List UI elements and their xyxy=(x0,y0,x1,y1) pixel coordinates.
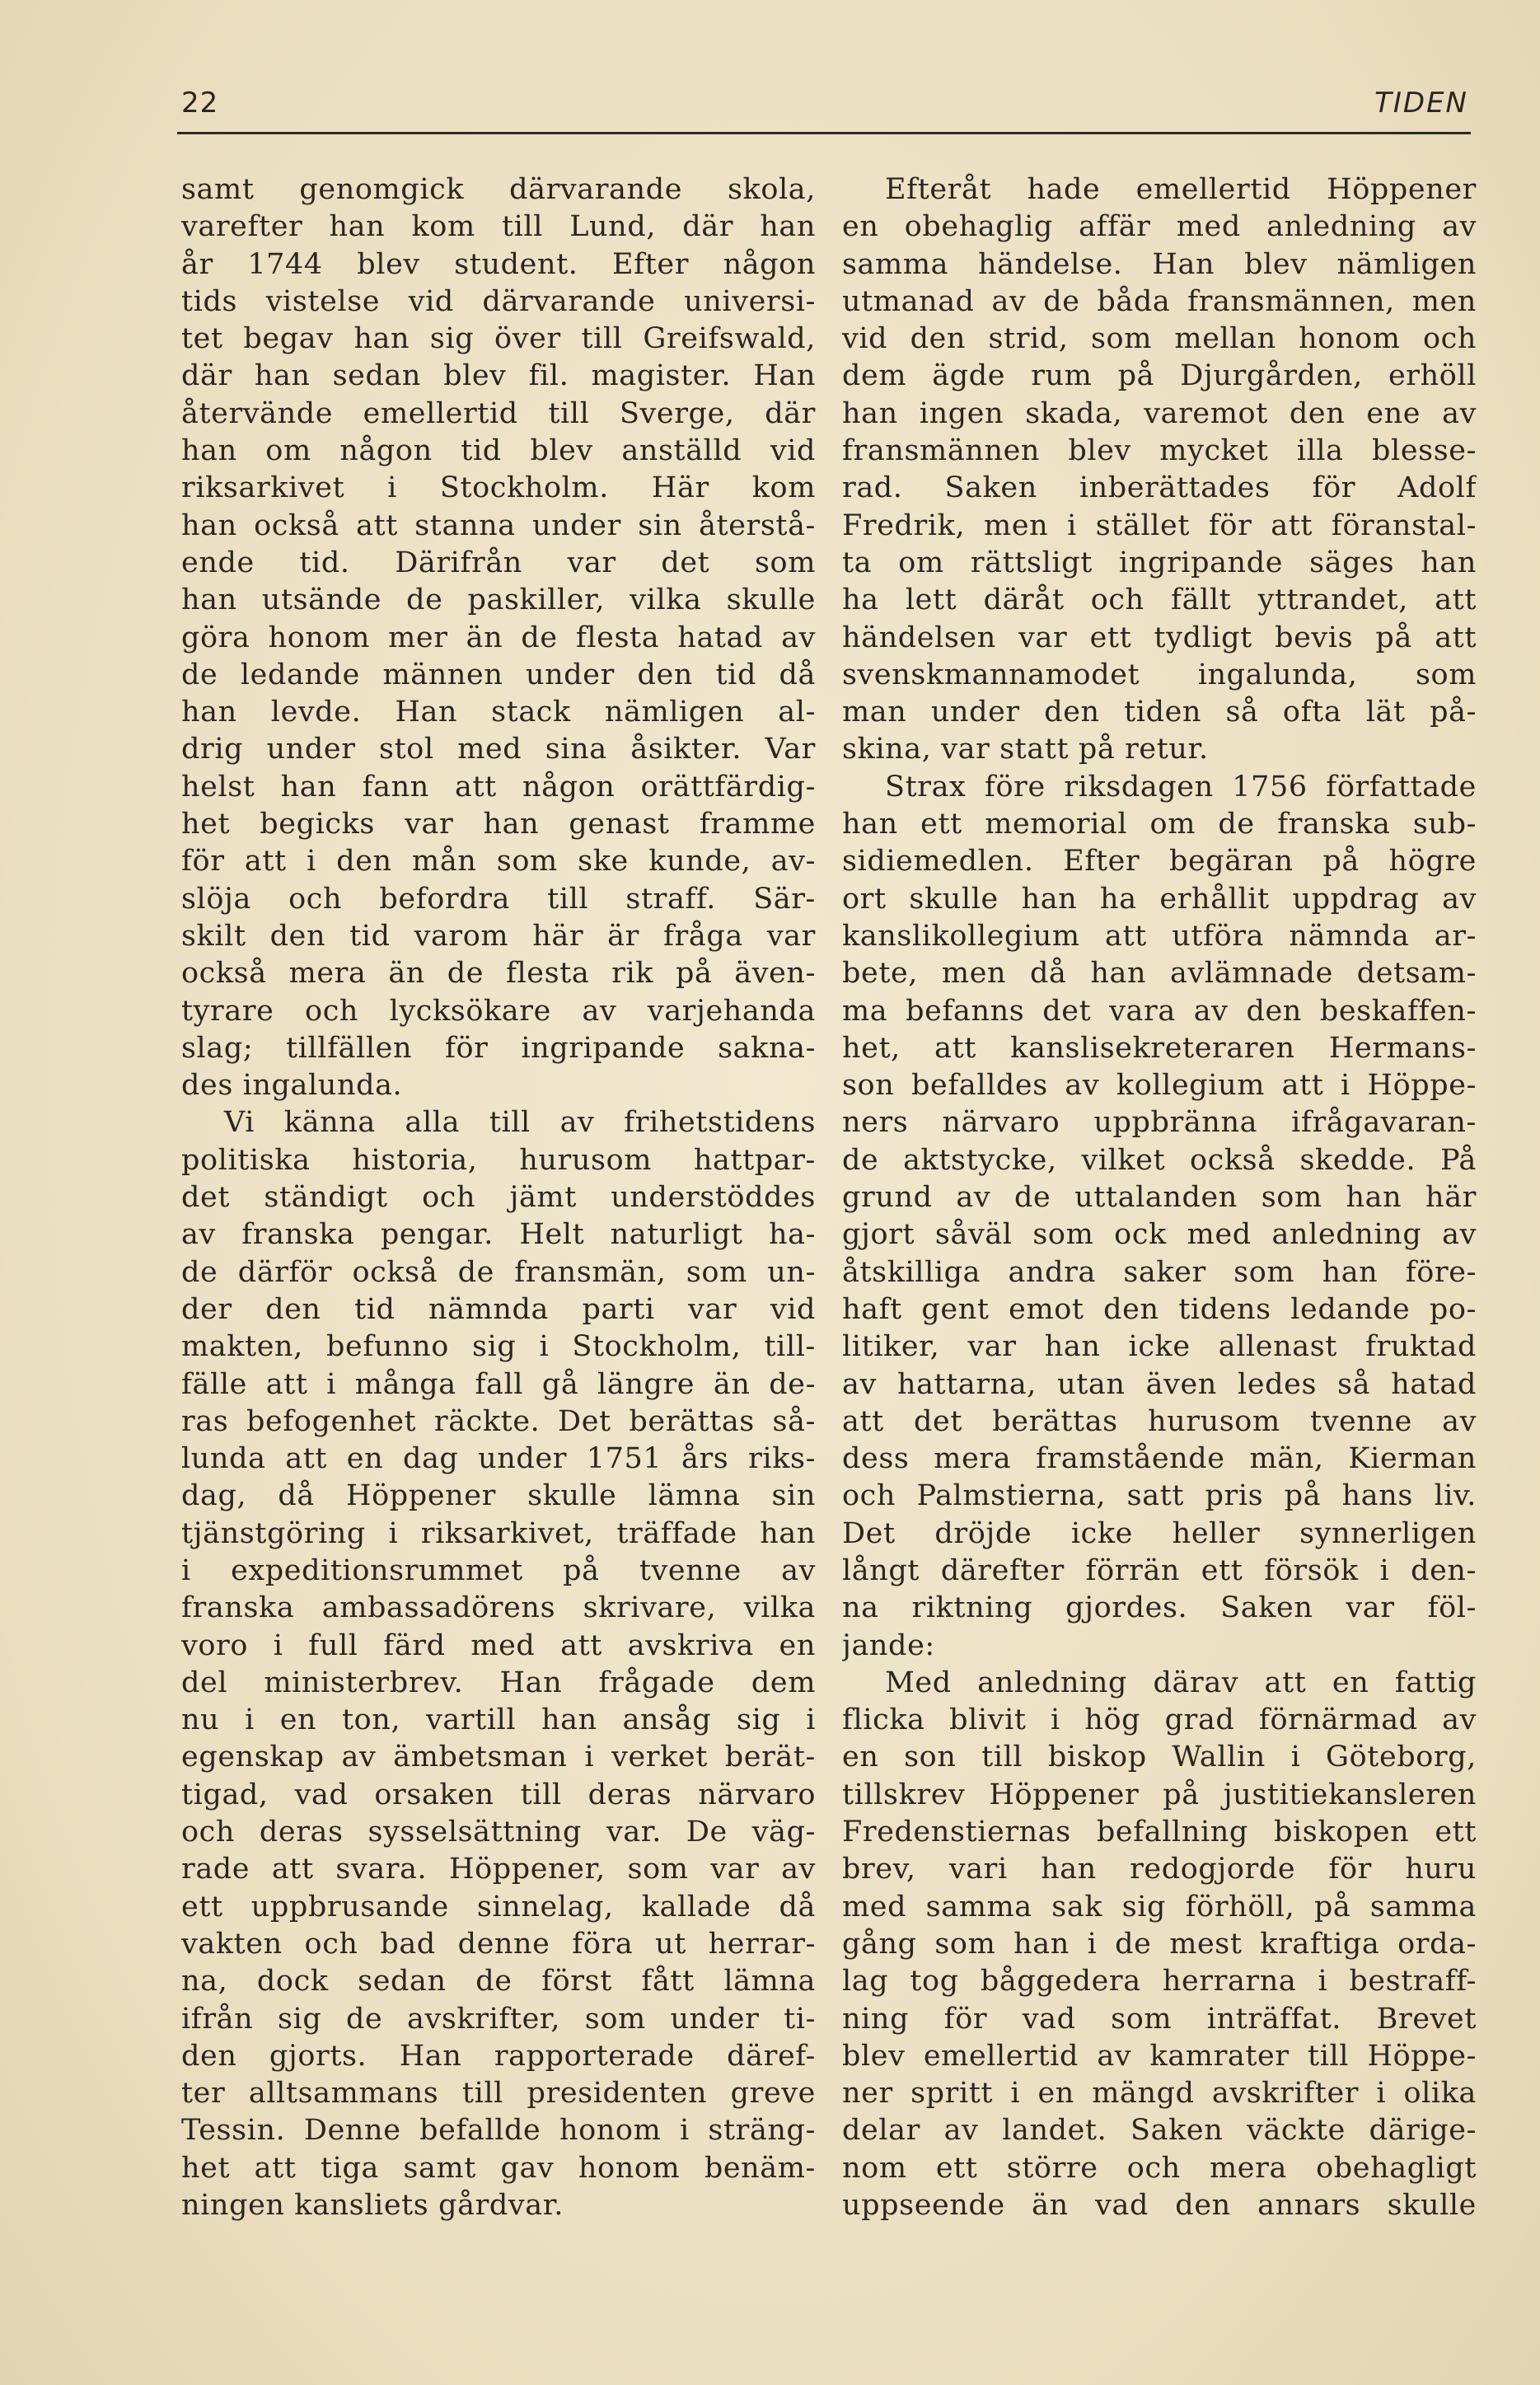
text-line: han utsände de paskiller, vilka skulle xyxy=(181,583,816,617)
text-line: del ministerbrev. Han frågade dem xyxy=(181,1666,816,1699)
text-line: blev emellertid av kamrater till Höppe- xyxy=(842,2039,1477,2073)
text-line: fälle att i många fall gå längre än de- xyxy=(181,1367,816,1401)
text-line: att det berättas hurusom tvenne av xyxy=(842,1404,1477,1438)
text-line: rad. Saken inberättades för Adolf xyxy=(842,471,1477,505)
text-line: des ingalunda. xyxy=(181,1069,403,1103)
text-line: na, dock sedan de först fått lämna xyxy=(181,1965,816,1998)
text-line: ner spritt i en mängd avskrifter i olika xyxy=(842,2077,1477,2111)
text-line: göra honom mer än de flesta hatad av xyxy=(181,621,816,654)
text-line: och deras sysselsättning var. De väg- xyxy=(181,1816,816,1849)
journal-title: TIDEN xyxy=(1374,87,1468,119)
text-line: han också att stanna under sin återstå- xyxy=(181,508,816,542)
text-line: dag, då Höppener skulle lämna sin xyxy=(181,1479,816,1513)
text-line: Det dröjde icke heller synnerligen xyxy=(842,1516,1477,1550)
text-line: återvände emellertid till Sverge, där xyxy=(181,396,816,430)
text-line: lunda att en dag under 1751 års riks- xyxy=(181,1442,816,1476)
text-line: år 1744 blev student. Efter någon xyxy=(181,247,816,281)
text-line: lag tog båggedera herrarna i bestraff- xyxy=(842,1965,1477,1998)
text-line: händelsen var ett tydligt bevis på att xyxy=(842,621,1477,654)
text-line: slag; tillfällen för ingripande sakna- xyxy=(181,1031,816,1065)
text-line: kanslikollegium att utföra nämnda ar- xyxy=(842,919,1477,953)
text-line: ning för vad som inträffat. Brevet xyxy=(842,2002,1477,2036)
text-line: vid den strid, som mellan honom och xyxy=(842,322,1477,356)
text-line: han om någon tid blev anställd vid xyxy=(181,434,816,468)
text-line: tet begav han sig över till Greifswald, xyxy=(181,322,816,356)
text-line: gjort såväl som ock med anledning av xyxy=(842,1218,1477,1252)
text-line: i expeditionsrummet på tvenne av xyxy=(181,1553,816,1587)
text-line: nu i en ton, vartill han ansåg sig i xyxy=(181,1703,816,1737)
text-line: de ledande männen under den tid då xyxy=(181,658,816,691)
text-line: der den tid nämnda parti var vid xyxy=(181,1292,816,1326)
text-line: varefter han kom till Lund, där han xyxy=(181,210,816,244)
text-line: samma händelse. Han blev nämligen xyxy=(842,247,1477,281)
text-line: ta om rättsligt ingripande säges han xyxy=(842,546,1477,579)
text-line: Med anledning därav att en fattig xyxy=(885,1666,1477,1699)
text-line: svenskmannamodet ingalunda, som xyxy=(842,658,1477,691)
text-line: fransmännen blev mycket illa blesse- xyxy=(842,434,1477,468)
text-line: den gjorts. Han rapporterade däref- xyxy=(181,2039,816,2073)
page-number: 22 xyxy=(181,87,219,119)
text-line: ifrån sig de avskrifter, som under ti- xyxy=(181,2002,816,2036)
text-line: tigad, vad orsaken till deras närvaro xyxy=(181,1778,816,1811)
header-rule xyxy=(177,132,1471,134)
text-line: riksarkivet i Stockholm. Här kom xyxy=(181,471,816,505)
text-line: gång som han i de mest kraftiga orda- xyxy=(842,1927,1477,1961)
text-line: där han sedan blev fil. magister. Han xyxy=(181,359,816,393)
text-line: makten, befunno sig i Stockholm, till- xyxy=(181,1330,816,1364)
text-line: tjänstgöring i riksarkivet, träffade han xyxy=(181,1516,816,1550)
left-text-column xyxy=(181,171,816,2224)
text-line: het, att kanslisekreteraren Hermans- xyxy=(842,1031,1477,1065)
text-line: ners närvaro uppbränna ifrågavaran- xyxy=(842,1106,1477,1140)
right-text-column xyxy=(842,171,1477,2224)
text-line: dess mera framstående män, Kierman xyxy=(842,1442,1477,1476)
text-line: Tessin. Denne befallde honom i sträng- xyxy=(181,2114,816,2148)
text-line: ras befogenhet räckte. Det berättas så- xyxy=(181,1404,816,1438)
text-line: ma befanns det vara av den beskaffen- xyxy=(842,994,1477,1028)
text-line: samt genomgick därvarande skola, xyxy=(181,173,816,206)
text-line: en obehaglig affär med anledning av xyxy=(842,210,1477,244)
text-line: dem ägde rum på Djurgården, erhöll xyxy=(842,359,1477,393)
text-line: utmanad av de båda fransmännen, men xyxy=(842,284,1477,318)
text-line: son befalldes av kollegium att i Höppe- xyxy=(842,1069,1477,1103)
text-line: Fredrik, men i stället för att föranstal- xyxy=(842,508,1477,542)
text-line: grund av de uttalanden som han här xyxy=(842,1181,1477,1215)
text-line: ende tid. Därifrån var det som xyxy=(181,546,816,579)
text-line: och Palmstierna, satt pris på hans liv. xyxy=(842,1479,1477,1513)
text-line: het begicks var han genast framme xyxy=(181,808,816,841)
text-line: na riktning gjordes. Saken var föl- xyxy=(842,1591,1477,1625)
text-line: skilt den tid varom här är fråga var xyxy=(181,919,816,953)
text-line: åtskilliga andra saker som han före- xyxy=(842,1255,1477,1289)
text-line: helst han fann att någon orättfärdig- xyxy=(181,770,816,804)
text-line: för att i den mån som ske kunde, av- xyxy=(181,845,816,879)
text-line: delar av landet. Saken väckte därige- xyxy=(842,2114,1477,2148)
text-line: långt därefter förrän ett försök i den- xyxy=(842,1553,1477,1587)
text-line: Fredenstiernas befallning biskopen ett xyxy=(842,1816,1477,1849)
text-line: brev, vari han redogjorde för huru xyxy=(842,1853,1477,1886)
text-line: ett uppbrusande sinnelag, kallade då xyxy=(181,1890,816,1923)
text-line: ort skulle han ha erhållit uppdrag av xyxy=(842,882,1477,916)
text-line: slöja och befordra till straff. Sär- xyxy=(181,882,816,916)
text-line: tyrare och lycksökare av varjehanda xyxy=(181,994,816,1028)
text-line: bete, men då han avlämnade detsam- xyxy=(842,957,1477,991)
text-line: vakten och bad denne föra ut herrar- xyxy=(181,1927,816,1961)
text-line: också mera än de flesta rik på även- xyxy=(181,957,816,991)
text-line: litiker, var han icke allenast fruktad xyxy=(842,1330,1477,1364)
text-line: rade att svara. Höppener, som var av xyxy=(181,1853,816,1886)
text-line: nom ett större och mera obehagligt xyxy=(842,2151,1477,2185)
text-line: egenskap av ämbetsman i verket berät- xyxy=(181,1741,816,1774)
text-line: jande: xyxy=(842,1628,935,1662)
text-line: han ett memorial om de franska sub- xyxy=(842,808,1477,841)
text-line: skina, var statt på retur. xyxy=(842,733,1209,766)
text-line: med samma sak sig förhöll, på samma xyxy=(842,1890,1477,1923)
text-line: politiska historia, hurusom hattpar- xyxy=(181,1143,816,1177)
text-line: tillskrev Höppener på justitiekansleren xyxy=(842,1778,1477,1811)
text-line: de därför också de fransmän, som un- xyxy=(181,1255,816,1289)
text-line: haft gent emot den tidens ledande po- xyxy=(842,1292,1477,1326)
text-line: ningen kansliets gårdvar. xyxy=(181,2189,564,2223)
text-line: av franska pengar. Helt naturligt ha- xyxy=(181,1218,816,1252)
text-line: het att tiga samt gav honom benäm- xyxy=(181,2151,816,2185)
text-line: man under den tiden så ofta lät på- xyxy=(842,696,1477,729)
text-line: franska ambassadörens skrivare, vilka xyxy=(181,1591,816,1625)
text-line: Vi känna alla till av frihetstidens xyxy=(224,1106,816,1140)
text-line: de aktstycke, vilket också skedde. På xyxy=(842,1143,1477,1177)
text-line: sidiemedlen. Efter begäran på högre xyxy=(842,845,1477,879)
text-line: Efteråt hade emellertid Höppener xyxy=(885,173,1477,206)
text-line: uppseende än vad den annars skulle xyxy=(842,2189,1477,2223)
text-line: drig under stol med sina åsikter. Var xyxy=(181,733,816,766)
text-line: tids vistelse vid därvarande universi- xyxy=(181,284,816,318)
text-line: det ständigt och jämt understöddes xyxy=(181,1181,816,1215)
text-line: han levde. Han stack nämligen al- xyxy=(181,696,816,729)
text-line: en son till biskop Wallin i Göteborg, xyxy=(842,1741,1477,1774)
text-line: han ingen skada, varemot den ene av xyxy=(842,396,1477,430)
text-line: ter alltsammans till presidenten greve xyxy=(181,2077,816,2111)
text-line: flicka blivit i hög grad förnärmad av xyxy=(842,1703,1477,1737)
text-line: av hattarna, utan även ledes så hatad xyxy=(842,1367,1477,1401)
page-header xyxy=(181,87,1468,136)
text-line: ha lett däråt och fällt yttrandet, att xyxy=(842,583,1477,617)
text-line: voro i full färd med att avskriva en xyxy=(181,1628,816,1662)
text-line: Strax före riksdagen 1756 författade xyxy=(885,770,1477,804)
